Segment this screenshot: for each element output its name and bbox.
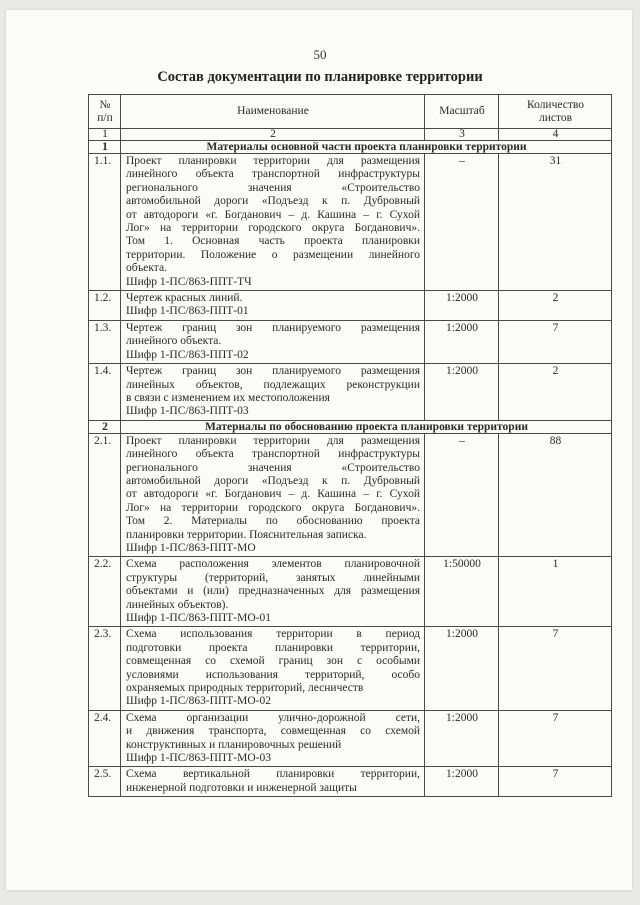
row-scale: 1:2000 — [425, 320, 499, 363]
name-line: объектами и (или) предназначенных для размещения — [126, 585, 420, 598]
section-title: Материалы основной части проекта планировки территории — [121, 141, 612, 154]
row-name — [121, 433, 425, 557]
name-line: территории. Положение о размещении линейного — [126, 248, 420, 261]
row-name — [121, 627, 425, 710]
table-row — [89, 710, 612, 767]
document-code: Шифр 1-ПС/863-ППТ-МО-03 — [126, 752, 271, 765]
name-line: Схема организации улично-дорожной сети, — [126, 711, 420, 724]
row-sheet-count: 7 — [499, 320, 612, 363]
row-sheet-count: 2 — [499, 291, 612, 321]
row-number: 2.5. — [89, 767, 121, 797]
row-name — [121, 557, 425, 627]
column-numbering-row — [89, 129, 612, 141]
name-line: линейного объекта транспортной инфраструктуры — [126, 168, 420, 181]
section-row — [89, 420, 612, 433]
name-line: структуры (территорий, занятых линейными — [126, 571, 420, 584]
row-scale: 1:2000 — [425, 767, 499, 797]
row-number: 2.1. — [89, 433, 121, 557]
documentation-table — [88, 94, 612, 797]
column-number: 1 — [89, 129, 121, 141]
name-line: инженерной подготовки и инженерной защиты — [126, 781, 357, 794]
name-line: Лог» на территории городского округа Богданович». — [126, 501, 420, 514]
row-name — [121, 710, 425, 767]
row-scale: – — [425, 433, 499, 557]
name-line: и движения транспорта, совмещенная со схемой — [126, 725, 420, 738]
page-number: 50 — [313, 47, 327, 62]
row-name — [121, 291, 425, 321]
header-sheet-count: Количество листов — [499, 95, 612, 129]
document-code: Шифр 1-ПС/863-ППТ-МО-02 — [126, 695, 271, 708]
name-line: Схема расположения элементов планировочной — [126, 558, 420, 571]
row-name — [121, 320, 425, 363]
name-line: совмещенная со схемой границ зон с особыми — [126, 655, 420, 668]
name-line: в связи с изменением их местоположения — [126, 391, 330, 404]
document-title: Состав документации по планировке территории — [157, 69, 483, 85]
name-line: Проект планировки территории для размещения — [126, 155, 420, 167]
row-scale: 1:2000 — [425, 627, 499, 710]
row-scale: 1:2000 — [425, 291, 499, 321]
row-number: 2.3. — [89, 627, 121, 710]
section-number: 1 — [89, 141, 121, 154]
row-number: 1.2. — [89, 291, 121, 321]
column-number: 4 — [499, 129, 612, 141]
row-sheet-count: 7 — [499, 710, 612, 767]
table-row — [89, 364, 612, 421]
name-line: объекта. — [126, 262, 167, 275]
row-scale: 1:50000 — [425, 557, 499, 627]
name-line: от автодороги «г. Богданович – д. Кашина – г. Сухой — [126, 488, 420, 501]
table-row — [89, 154, 612, 291]
table-row — [89, 433, 612, 557]
row-scale: – — [425, 154, 499, 291]
row-number: 1.3. — [89, 320, 121, 363]
document-code: Шифр 1-ПС/863-ППТ-ТЧ — [126, 275, 252, 288]
table-row — [89, 557, 612, 627]
row-number: 1.4. — [89, 364, 121, 421]
table-row — [89, 767, 612, 797]
row-sheet-count: 1 — [499, 557, 612, 627]
column-number: 2 — [121, 129, 425, 141]
name-line: регионального значения «Строительство — [126, 181, 420, 194]
row-name — [121, 154, 425, 291]
row-number: 2.2. — [89, 557, 121, 627]
row-sheet-count: 7 — [499, 767, 612, 797]
document-code: Шифр 1-ПС/863-ППТ-02 — [126, 348, 249, 361]
row-number: 1.1. — [89, 154, 121, 291]
name-line: планировки территории. Пояснительная записка. — [126, 528, 367, 541]
row-name — [121, 364, 425, 421]
name-line: от автодороги «г. Богданович – д. Кашина – г. Сухой — [126, 208, 420, 221]
document-code: Шифр 1-ПС/863-ППТ-МО — [126, 541, 256, 554]
name-line: линейных объектов). — [126, 598, 229, 611]
header-scale: Масштаб — [425, 95, 499, 129]
name-line: автомобильной дороги «Подъезд к п. Дубровный — [126, 474, 420, 487]
row-scale: 1:2000 — [425, 364, 499, 421]
section-row — [89, 141, 612, 154]
header-name: Наименование — [121, 95, 425, 129]
row-scale: 1:2000 — [425, 710, 499, 767]
name-line: Чертеж границ зон планируемого размещения — [126, 321, 420, 334]
name-line: Чертеж границ зон планируемого размещения — [126, 365, 420, 378]
row-sheet-count: 2 — [499, 364, 612, 421]
document-code: Шифр 1-ПС/863-ППТ-03 — [126, 405, 249, 418]
row-sheet-count: 88 — [499, 433, 612, 557]
header-number: № п/п — [89, 95, 121, 129]
name-line: Схема использования территории в период — [126, 628, 420, 641]
row-number: 2.4. — [89, 710, 121, 767]
name-line: конструктивных и планировочных решений — [126, 738, 342, 751]
name-line: Лог» на территории городского округа Богданович». — [126, 222, 420, 235]
name-line: автомобильной дороги «Подъезд к п. Дубровный — [126, 195, 420, 208]
section-number: 2 — [89, 420, 121, 433]
row-sheet-count: 7 — [499, 627, 612, 710]
name-line: линейного объекта транспортной инфраструктуры — [126, 448, 420, 461]
name-line: Том 2. Материалы по обоснованию проекта — [126, 515, 420, 528]
row-sheet-count: 31 — [499, 154, 612, 291]
document-code: Шифр 1-ПС/863-ППТ-01 — [126, 305, 249, 318]
row-name — [121, 767, 425, 797]
name-line: линейного объекта. — [126, 335, 222, 348]
table-row — [89, 291, 612, 321]
table-body — [89, 129, 612, 797]
document-code: Шифр 1-ПС/863-ППТ-МО-01 — [126, 612, 271, 624]
column-number: 3 — [425, 129, 499, 141]
name-line: Схема вертикальной планировки территории, — [126, 768, 420, 781]
table-row — [89, 320, 612, 363]
name-line: Чертеж красных линий. — [126, 292, 243, 305]
name-line: линейных объектов, подлежащих реконструкции — [126, 378, 420, 391]
name-line: условиями использования территорий, особо — [126, 668, 420, 681]
table-row — [89, 627, 612, 710]
name-line: подготовки проекта планировки территории, — [126, 641, 420, 654]
name-line: регионального значения «Строительство — [126, 461, 420, 474]
name-line: охраняемых природных территорий, лесничеств — [126, 682, 364, 695]
name-line: Том 1. Основная часть проекта планировки — [126, 235, 420, 248]
name-line: Проект планировки территории для размещения — [126, 434, 420, 447]
table-header-row — [89, 95, 612, 129]
section-title: Материалы по обоснованию проекта планировки территории — [121, 420, 612, 433]
